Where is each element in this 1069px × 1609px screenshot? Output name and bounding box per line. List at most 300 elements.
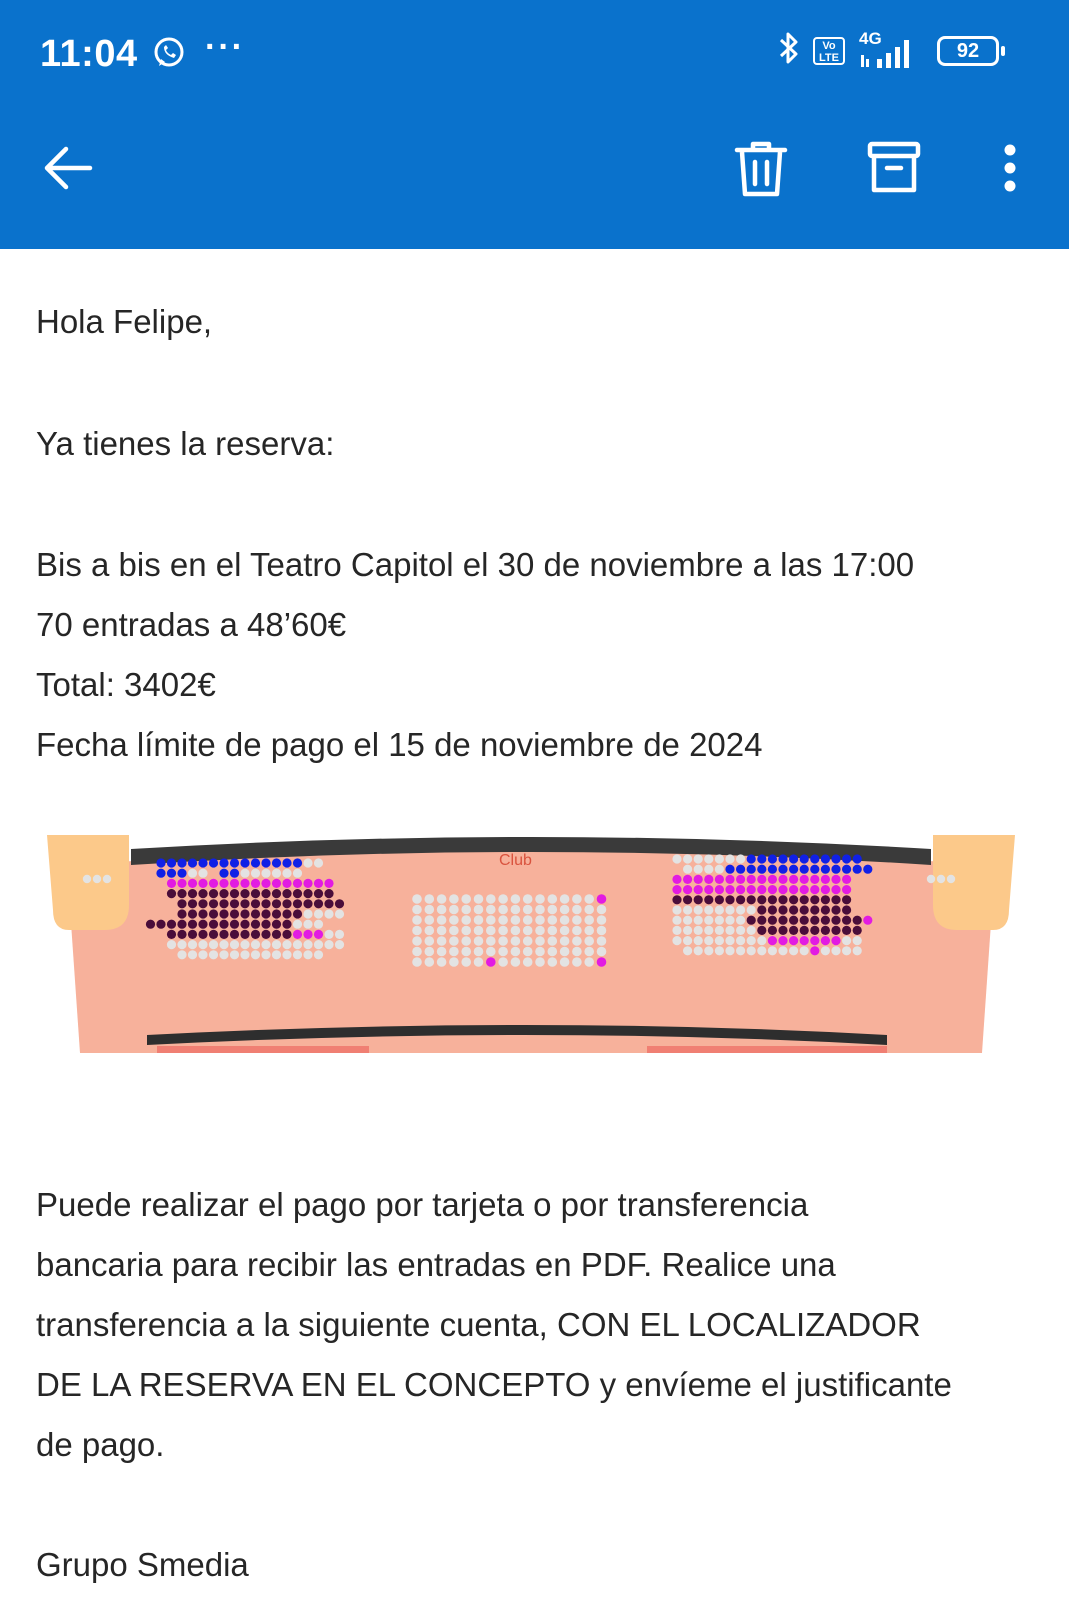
seat (261, 889, 270, 898)
seat (209, 940, 218, 949)
seat (597, 915, 607, 925)
payment-line-3: transferencia a la siguiente cuenta, CON EL LOCALIZADOR (36, 1306, 921, 1343)
seat (188, 858, 197, 867)
seat (219, 889, 228, 898)
seat (831, 946, 840, 955)
seat (747, 875, 756, 884)
seat (778, 885, 787, 894)
seat (461, 936, 471, 946)
seat (800, 946, 809, 955)
seat (230, 920, 239, 929)
seat (736, 905, 745, 914)
seat (272, 950, 281, 959)
seat (314, 940, 323, 949)
seat (523, 905, 533, 915)
seat (261, 950, 270, 959)
seat (240, 879, 249, 888)
seat (486, 957, 496, 967)
seat (821, 885, 830, 894)
seat (425, 894, 435, 904)
seat (209, 930, 218, 939)
seat (437, 926, 447, 936)
seat (725, 946, 734, 955)
seat (584, 894, 594, 904)
seat (842, 895, 851, 904)
seat (778, 854, 787, 863)
seat (768, 865, 777, 874)
seat (747, 905, 756, 914)
seat (747, 885, 756, 894)
seat (498, 947, 508, 957)
seat (167, 858, 176, 867)
seat (219, 930, 228, 939)
seat (437, 915, 447, 925)
seat (282, 899, 291, 908)
seat (324, 889, 333, 898)
seat (314, 858, 323, 867)
seat (449, 936, 459, 946)
seat (425, 947, 435, 957)
seat (747, 895, 756, 904)
seat (230, 930, 239, 939)
seat (486, 947, 496, 957)
seat (715, 854, 724, 863)
seat (486, 894, 496, 904)
seat (449, 957, 459, 967)
seat (198, 950, 207, 959)
seat (240, 889, 249, 898)
booking-tickets: 70 entradas a 48’60€ (36, 606, 347, 643)
seat (293, 889, 302, 898)
seat (314, 950, 323, 959)
more-notifications-icon: ··· (205, 28, 245, 66)
seat (853, 916, 862, 925)
seat (694, 946, 703, 955)
seat (694, 905, 703, 914)
seat (188, 899, 197, 908)
seat (725, 895, 734, 904)
seat (535, 905, 545, 915)
seat (725, 875, 734, 884)
delete-button[interactable] (733, 140, 789, 205)
seat (437, 894, 447, 904)
seat (335, 930, 344, 939)
seat (177, 920, 186, 929)
seat (560, 957, 570, 967)
seat (757, 905, 766, 914)
seat (853, 854, 862, 863)
seat (474, 957, 484, 967)
seat (425, 915, 435, 925)
seat (230, 940, 239, 949)
seat (219, 858, 228, 867)
seat (810, 916, 819, 925)
seat (672, 936, 681, 945)
seat (810, 926, 819, 935)
seat (704, 875, 713, 884)
more-options-button[interactable] (998, 140, 1022, 201)
seat (251, 899, 260, 908)
seat (209, 889, 218, 898)
seat (251, 930, 260, 939)
seat (810, 895, 819, 904)
seat (853, 936, 862, 945)
seat (560, 894, 570, 904)
seat (425, 957, 435, 967)
seat (789, 854, 798, 863)
seat (261, 879, 270, 888)
seat (768, 885, 777, 894)
seat (303, 899, 312, 908)
seat (240, 950, 249, 959)
seat (821, 916, 830, 925)
seat (251, 889, 260, 898)
seat (412, 894, 422, 904)
seat (498, 926, 508, 936)
archive-button[interactable] (866, 140, 922, 201)
seat (821, 946, 830, 955)
seat (560, 915, 570, 925)
seat (251, 920, 260, 929)
seat (314, 889, 323, 898)
trash-icon (733, 140, 789, 200)
seat (768, 916, 777, 925)
seat (715, 936, 724, 945)
seat (167, 889, 176, 898)
seat (560, 936, 570, 946)
seat (240, 940, 249, 949)
seat (251, 909, 260, 918)
seat (672, 885, 681, 894)
seat (303, 930, 312, 939)
seat (535, 926, 545, 936)
seat (789, 865, 798, 874)
seat (548, 947, 558, 957)
seat (282, 909, 291, 918)
seat (715, 885, 724, 894)
seat (282, 879, 291, 888)
seat (523, 947, 533, 957)
seat (800, 854, 809, 863)
seat (736, 895, 745, 904)
seat (597, 905, 607, 915)
seat (831, 854, 840, 863)
seat (694, 885, 703, 894)
seat (704, 926, 713, 935)
seat (293, 879, 302, 888)
seat (240, 930, 249, 939)
seat (683, 875, 692, 884)
seat (293, 909, 302, 918)
seat (261, 940, 270, 949)
seat (209, 920, 218, 929)
network-type: 4G (859, 28, 882, 48)
seat (474, 915, 484, 925)
seat (412, 905, 422, 915)
seat (810, 885, 819, 894)
seat (725, 854, 734, 863)
seat (198, 869, 207, 878)
seat (821, 854, 830, 863)
seat (597, 947, 607, 957)
seat (747, 936, 756, 945)
volte-line1: Vo (822, 39, 836, 52)
seat (789, 936, 798, 945)
seat (324, 940, 333, 949)
seat (704, 916, 713, 925)
seat (694, 875, 703, 884)
seat (789, 926, 798, 935)
seat (757, 926, 766, 935)
seat (584, 947, 594, 957)
battery-level: 92 (956, 39, 980, 62)
seat (335, 940, 344, 949)
club-label: Club (499, 852, 532, 869)
seat (314, 879, 323, 888)
seat (156, 920, 165, 929)
seat (272, 920, 281, 929)
seat (261, 920, 270, 929)
seat (293, 920, 302, 929)
seat (597, 957, 607, 967)
seat (437, 947, 447, 957)
seat (188, 940, 197, 949)
seat (831, 885, 840, 894)
seat (704, 936, 713, 945)
seat (768, 895, 777, 904)
seat (572, 905, 582, 915)
seat (831, 875, 840, 884)
seat (251, 940, 260, 949)
seat (535, 894, 545, 904)
seat (757, 865, 766, 874)
seat (842, 936, 851, 945)
seat (584, 905, 594, 915)
seat (747, 946, 756, 955)
seat (303, 909, 312, 918)
seat (167, 940, 176, 949)
seat (842, 865, 851, 874)
email-signature: Grupo Smedia (36, 1546, 249, 1583)
seat (282, 889, 291, 898)
seat (251, 879, 260, 888)
seat (800, 865, 809, 874)
seat (535, 957, 545, 967)
seat (821, 875, 830, 884)
seat (188, 950, 197, 959)
seat (694, 936, 703, 945)
seat (272, 858, 281, 867)
seat (736, 885, 745, 894)
seat (511, 915, 521, 925)
seat (230, 869, 239, 878)
seat (449, 894, 459, 904)
seat (449, 905, 459, 915)
seat (282, 869, 291, 878)
seat (188, 930, 197, 939)
seat (778, 926, 787, 935)
seat (314, 899, 323, 908)
seat (683, 854, 692, 863)
seat (757, 936, 766, 945)
seat (293, 940, 302, 949)
seat (672, 916, 681, 925)
seat (831, 895, 840, 904)
seat (282, 950, 291, 959)
seat (198, 909, 207, 918)
seat (584, 957, 594, 967)
status-time: 11:04 (40, 33, 138, 75)
seat (572, 894, 582, 904)
seat (778, 875, 787, 884)
seat (548, 936, 558, 946)
payment-line-5: de pago. (36, 1426, 165, 1463)
seat (560, 926, 570, 936)
seat (251, 858, 260, 867)
back-button[interactable] (40, 140, 96, 201)
seat (167, 930, 176, 939)
archive-icon (866, 140, 922, 196)
seat (821, 895, 830, 904)
seat (177, 889, 186, 898)
seat (736, 936, 745, 945)
seat (412, 947, 422, 957)
seat (672, 854, 681, 863)
seat (800, 905, 809, 914)
stairs-left (157, 1046, 369, 1053)
seat (810, 946, 819, 955)
seat (412, 926, 422, 936)
seat (778, 946, 787, 955)
seat (240, 858, 249, 867)
seat (198, 930, 207, 939)
right-box (933, 835, 1015, 930)
seat (715, 865, 724, 874)
seat (800, 916, 809, 925)
booking-event: Bis a bis en el Teatro Capitol el 30 de noviembre a las 17:00 (36, 546, 915, 583)
seat (725, 865, 734, 874)
more-vertical-icon (998, 140, 1022, 196)
seat (535, 936, 545, 946)
seat (789, 916, 798, 925)
seat (314, 920, 323, 929)
seat (167, 869, 176, 878)
seat (219, 869, 228, 878)
seat (474, 926, 484, 936)
arrow-left-icon (40, 140, 96, 196)
seat (461, 905, 471, 915)
seat (412, 915, 422, 925)
seat (177, 930, 186, 939)
seat (810, 875, 819, 884)
seat (230, 950, 239, 959)
seat (736, 865, 745, 874)
seat (715, 875, 724, 884)
seat (757, 895, 766, 904)
seat (831, 926, 840, 935)
seat (209, 899, 218, 908)
seat (725, 926, 734, 935)
seat (560, 905, 570, 915)
seat (535, 947, 545, 957)
seat (219, 899, 228, 908)
seat (511, 926, 521, 936)
seat (261, 909, 270, 918)
seat (188, 909, 197, 918)
seat (498, 894, 508, 904)
seat (449, 947, 459, 957)
seat (188, 920, 197, 929)
seat (272, 909, 281, 918)
seat (548, 894, 558, 904)
seat (498, 957, 508, 967)
seat (715, 946, 724, 955)
seat (198, 889, 207, 898)
seat (572, 926, 582, 936)
seat (683, 905, 692, 914)
seat (842, 905, 851, 914)
seat (251, 950, 260, 959)
seat (230, 909, 239, 918)
seat (425, 905, 435, 915)
seat (757, 854, 766, 863)
seat (725, 905, 734, 914)
seat (461, 926, 471, 936)
seat (303, 858, 312, 867)
seat (293, 858, 302, 867)
seat (293, 950, 302, 959)
volte-line2: LTE (819, 51, 839, 64)
seat (209, 909, 218, 918)
seat (251, 869, 260, 878)
seat (694, 916, 703, 925)
seat (335, 909, 344, 918)
seat (584, 915, 594, 925)
seat (511, 894, 521, 904)
seat (683, 916, 692, 925)
seat (863, 916, 872, 925)
seat (768, 875, 777, 884)
seat (335, 899, 344, 908)
status-icons (777, 30, 999, 71)
seat (511, 947, 521, 957)
seat (778, 895, 787, 904)
seat (800, 926, 809, 935)
seat (597, 936, 607, 946)
seat (683, 926, 692, 935)
seat (672, 926, 681, 935)
seat (219, 909, 228, 918)
seat (449, 915, 459, 925)
seat (261, 869, 270, 878)
seat (683, 895, 692, 904)
seat (219, 920, 228, 929)
seat (293, 899, 302, 908)
seat (768, 854, 777, 863)
seat (789, 875, 798, 884)
seat (230, 899, 239, 908)
seat (747, 865, 756, 874)
seat (209, 858, 218, 867)
seat (683, 885, 692, 894)
seat (736, 946, 745, 955)
seat (230, 879, 239, 888)
seat (230, 858, 239, 867)
seat (324, 899, 333, 908)
seat (511, 936, 521, 946)
seat (789, 905, 798, 914)
seat (461, 915, 471, 925)
